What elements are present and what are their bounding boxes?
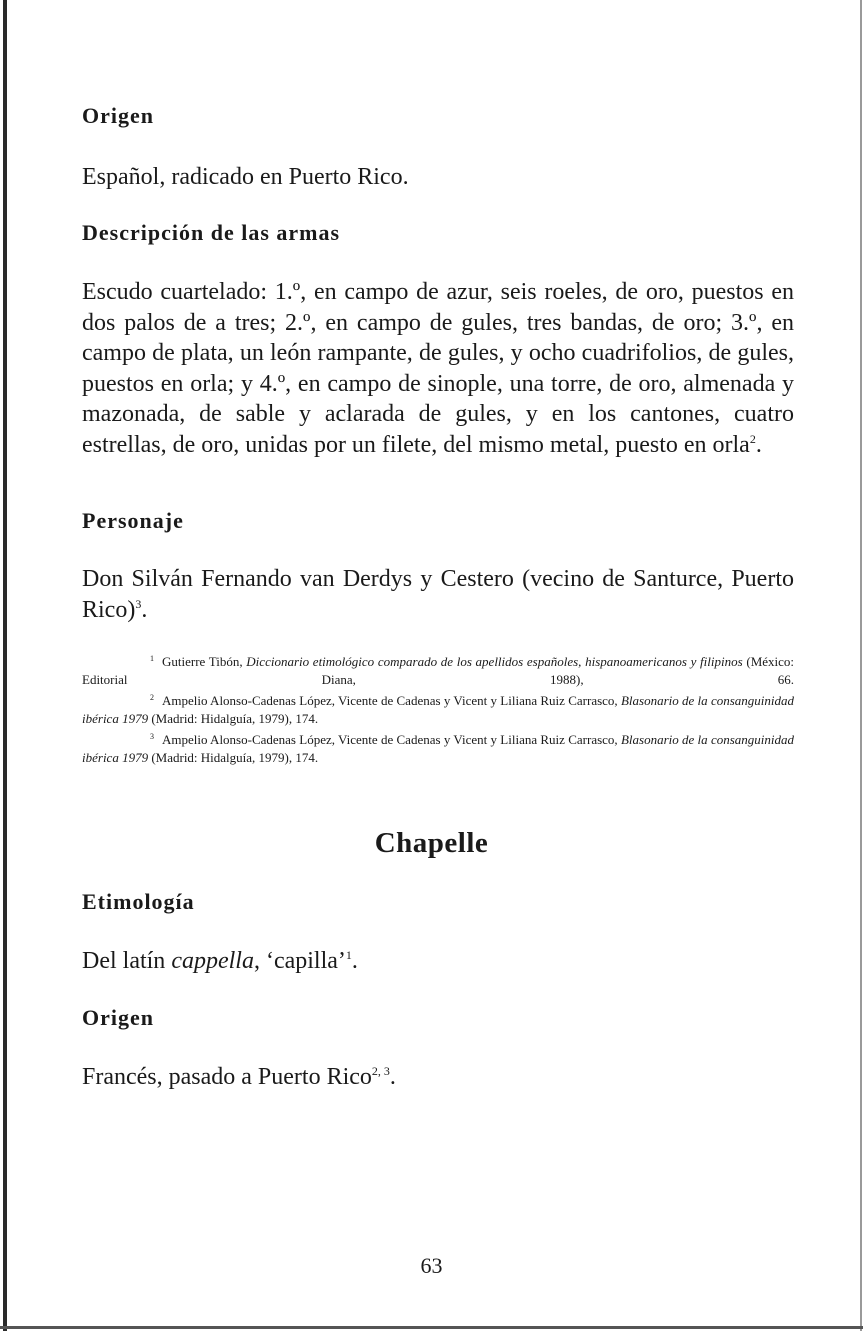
entry-title: Chapelle [374,827,489,859]
personaje-body [82,564,794,625]
armas-paragraph [82,277,794,460]
personaje-footnote-ref[interactable]: 3 [135,596,142,611]
personaje-heading: Personaje [82,508,184,533]
origen-text: Español, radicado en Puerto Rico. [82,164,409,190]
etimologia-section [82,891,794,913]
etimologia-pre: Del latín [82,948,172,974]
footnote-title: Diccionario etimológico comparado de los apellidos españoles, hispanoamericanos y filipinos [246,654,743,669]
footnote-author: Ampelio Alonso-Cadenas López, Vicente de Cadenas y Vicent y Liliana Ruiz Carrasco, [162,732,618,747]
personaje-section [82,510,794,532]
footnote-author: Gutierre Tibón, [162,654,243,669]
footnote [82,650,794,689]
chapelle-origen-footnote-ref[interactable]: 2, 3 [371,1064,390,1078]
footnote-number: 3 [150,732,154,741]
etimologia-post: , ‘capilla’ [253,948,346,974]
footnote [82,689,794,728]
personaje-end: . [141,596,148,623]
origen-section [82,105,794,127]
etimologia-heading: Etimología [82,889,195,914]
armas-heading: Descripción de las armas [82,220,341,245]
etimologia-body [82,946,794,977]
chapelle-origen-text: Francés, pasado a Puerto Rico [82,1064,372,1090]
chapelle-origen-end: . [389,1064,396,1090]
chapelle-origen-body [82,1062,794,1093]
chapelle-origen-section [82,1007,794,1029]
armas-body [82,277,794,460]
etimologia-end: . [351,948,358,974]
footnotes [82,650,794,767]
footnote-title: Blasonario de la consanguinidad ibérica 1979 [82,693,795,726]
armas-end: . [755,431,762,458]
personaje-paragraph [82,564,794,625]
footnote-number: 1 [150,654,154,663]
armas-footnote-ref[interactable]: 2 [749,431,756,446]
footnote-rest: (Madrid: Hidalguía, 1979), 174. [151,750,319,765]
footnote-title: Blasonario de la consanguinidad ibérica 1979 [82,732,795,765]
chapelle-origen-paragraph [82,1062,794,1093]
scan-edge-bottom [0,1326,863,1329]
footnote-number: 2 [150,693,154,702]
footnote [82,728,794,767]
etimologia-paragraph [82,946,794,977]
armas-text: Escudo cuartelado: 1.º, en campo de azur, seis roeles, de oro, puestos en dos palos de a tres; 2.º, en campo de gules, tres bandas, de oro; 3.º, en campo de plata, un león rampante, de gules, y ocho cuadrifolios, de gules, puestos en orla; y 4.º, en campo de sinople, una torre, de oro, almenada y mazonada, de sable y aclarada de gules, y en los cantones, cuatro estrellas, de oro, unidas por un filete, del mismo metal, puesto en orla [82,279,794,458]
footnote-rest: (Madrid: Hidalguía, 1979), 174. [151,711,319,726]
scan-edge-left [3,0,7,1331]
footnote-rest: (México: Editorial Diana, 1988), 66. [82,654,795,687]
chapelle-origen-heading: Origen [82,1005,154,1030]
scan-edge-right [860,0,862,1331]
origen-body [82,162,794,193]
armas-section [82,222,794,244]
etimologia-word: cappella [171,948,254,974]
footnote-author: Ampelio Alonso-Cadenas López, Vicente de Cadenas y Vicent y Liliana Ruiz Carrasco, [162,693,618,708]
page-number: 63 [420,1253,443,1278]
personaje-text: Don Silván Fernando van Derdys y Cestero (vecino de Santurce, Puerto Rico) [82,566,794,623]
etimologia-footnote-ref[interactable]: 1 [345,948,352,962]
origen-heading: Origen [82,103,154,128]
